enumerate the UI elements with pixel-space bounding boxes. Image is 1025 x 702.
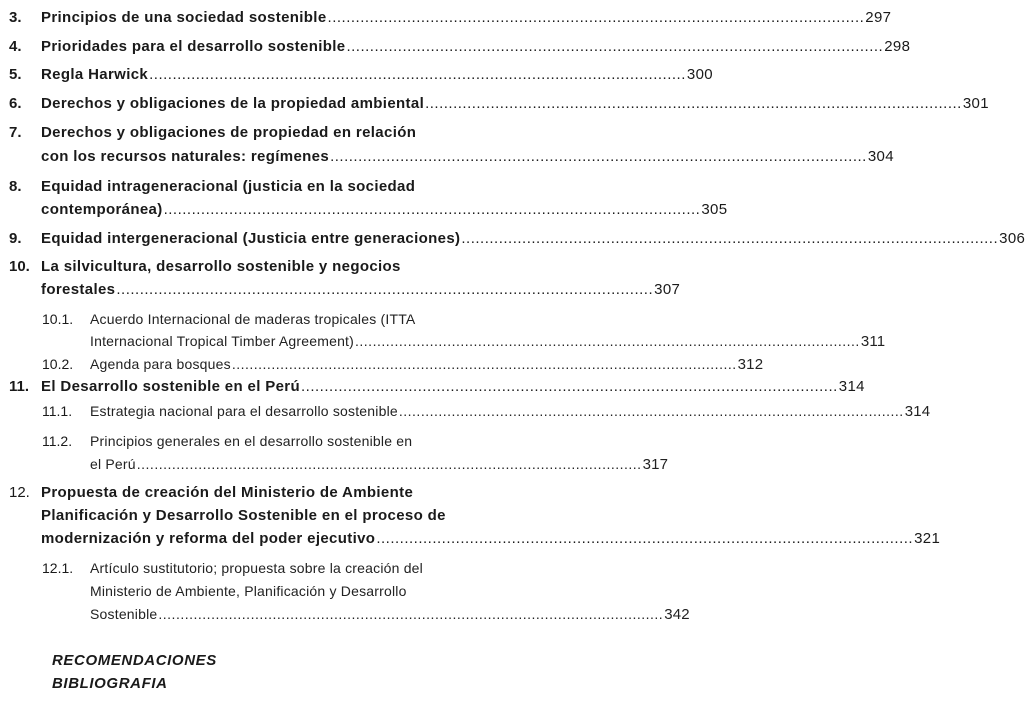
entry-line xyxy=(90,398,931,424)
entry-number: 5. xyxy=(9,66,22,83)
dot-leader: ................................................................................................................... xyxy=(346,38,884,55)
entry-line xyxy=(41,526,941,552)
entry-title: Acuerdo Internacional de maderas tropicales (ITTA xyxy=(90,311,416,327)
entry-line xyxy=(41,144,894,170)
entry-number: 10.1. xyxy=(42,311,74,327)
entry-title: Principios generales en el desarrollo sostenible en xyxy=(90,433,413,449)
entry-title: Estrategia nacional para el desarrollo sostenible xyxy=(90,403,398,419)
page-number: 297 xyxy=(865,9,892,26)
entry-line xyxy=(41,226,1025,252)
dot-leader: ................................................................................................................... xyxy=(327,9,865,26)
page-number: 314 xyxy=(904,403,931,420)
entry-number: 12.1. xyxy=(42,560,74,576)
dot-leader: ................................................................................................................... xyxy=(398,403,904,419)
entry-title: Prioridades para el desarrollo sostenible xyxy=(41,38,346,55)
page-number: 307 xyxy=(654,281,681,298)
entry-line xyxy=(41,62,713,88)
page-number: 304 xyxy=(867,148,894,165)
page-number: 301 xyxy=(962,95,989,112)
entry-number: 3. xyxy=(9,9,22,26)
entry-title: Planificación y Desarrollo Sostenible en el proceso de xyxy=(41,507,446,524)
entry-line xyxy=(41,374,865,400)
dot-leader: ................................................................................................................... xyxy=(158,606,664,622)
entry-number: 11.2. xyxy=(42,433,73,449)
entry-title: modernización y reforma del poder ejecutivo xyxy=(41,530,376,547)
page-number: 312 xyxy=(737,356,764,373)
entry-title: Sostenible xyxy=(90,606,158,622)
page-number: 306 xyxy=(999,230,1025,247)
dot-leader: ................................................................................................................... xyxy=(425,95,962,112)
entry-line xyxy=(41,277,681,303)
page-number: 321 xyxy=(914,530,941,547)
entry-line xyxy=(41,120,525,146)
entry-line xyxy=(41,91,989,117)
entry-title: forestales xyxy=(41,281,116,298)
recomendaciones-heading: RECOMENDACIONES xyxy=(52,652,217,669)
entry-title: Principios de una sociedad sostenible xyxy=(41,9,327,26)
page-number: 300 xyxy=(686,66,713,83)
page-number: 305 xyxy=(701,201,728,218)
page-number: 314 xyxy=(838,378,865,395)
entry-number: 4. xyxy=(9,38,22,55)
dot-leader: ................................................................................................................... xyxy=(136,456,642,472)
page-number: 311 xyxy=(860,333,886,350)
entry-number: 9. xyxy=(9,230,22,247)
bibliografia-heading: BIBLIOGRAFIA xyxy=(52,675,168,692)
dot-leader: ................................................................................................................... xyxy=(116,281,654,298)
entry-number: 6. xyxy=(9,95,22,112)
dot-leader: ................................................................................................................... xyxy=(149,66,686,83)
entry-title: Internacional Tropical Timber Agreement) xyxy=(90,333,355,349)
page-number: 317 xyxy=(642,456,669,473)
dot-leader: ................................................................................................................... xyxy=(231,356,737,372)
entry-title: Agenda para bosques xyxy=(90,356,231,372)
entry-title: con los recursos naturales: regímenes xyxy=(41,148,330,165)
dot-leader: ................................................................................................................... xyxy=(330,148,867,165)
entry-number: 8. xyxy=(9,178,22,195)
entry-title: contemporánea) xyxy=(41,201,163,218)
dot-leader: ................................................................................................................... xyxy=(163,201,701,218)
dot-leader: ................................................................................................................... xyxy=(461,230,999,247)
entry-number: 11.1. xyxy=(42,403,73,419)
entry-title: Regla Harwick xyxy=(41,66,149,83)
dot-leader: ................................................................................................................... xyxy=(376,530,914,547)
entry-number: 10.2. xyxy=(42,356,74,372)
dot-leader: ................................................................................................................... xyxy=(301,378,838,395)
page-number: 298 xyxy=(884,38,911,55)
entry-title: La silvicultura, desarrollo sostenible y negocios xyxy=(41,258,401,275)
entry-line xyxy=(41,197,728,223)
entry-title: El Desarrollo sostenible en el Perú xyxy=(41,378,301,395)
entry-number: 12. xyxy=(9,484,30,501)
entry-title: el Perú xyxy=(90,456,136,472)
dot-leader: ................................................................................................................... xyxy=(355,333,860,349)
page-number: 342 xyxy=(664,606,690,623)
entry-title: Ministerio de Ambiente, Planificación y Desarrollo xyxy=(90,583,407,599)
entry-line xyxy=(90,451,669,477)
entry-number: 10. xyxy=(9,258,30,275)
entry-line xyxy=(41,34,911,60)
entry-title: Propuesta de creación del Ministerio de Ambiente xyxy=(41,484,414,501)
entry-number: 7. xyxy=(9,124,22,141)
entry-title: Equidad intergeneracional (Justicia entre generaciones) xyxy=(41,230,461,247)
entry-title: Derechos y obligaciones de la propiedad ambiental xyxy=(41,95,425,112)
entry-number: 11. xyxy=(9,378,30,395)
entry-title: Artículo sustitutorio; propuesta sobre la creación del xyxy=(90,560,423,576)
entry-line xyxy=(41,5,892,31)
entry-title: Equidad intrageneracional (justicia en la sociedad xyxy=(41,178,416,195)
entry-title: Derechos y obligaciones de propiedad en relación xyxy=(41,124,417,141)
entry-line xyxy=(90,601,690,627)
